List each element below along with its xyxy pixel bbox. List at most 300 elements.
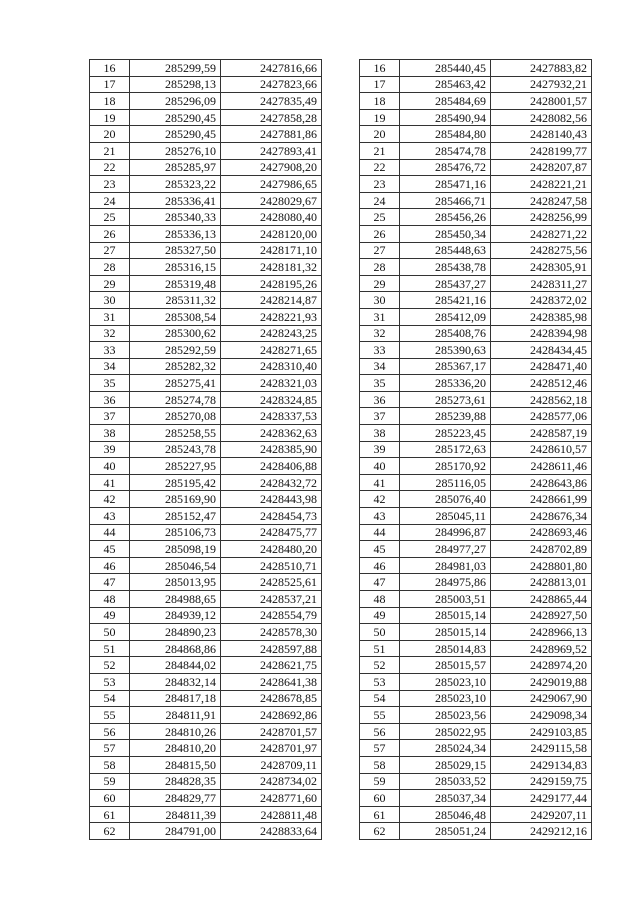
table-row [90, 375, 322, 392]
x-coordinate-cell: 285014,83 [400, 640, 491, 657]
point-number-cell: 19 [360, 109, 400, 126]
table-row [90, 176, 322, 193]
y-coordinate-cell: 2429098,34 [491, 707, 592, 724]
x-coordinate-cell: 285390,63 [400, 342, 491, 359]
table-row [360, 607, 592, 624]
y-coordinate-cell: 2428195,26 [221, 275, 322, 292]
y-coordinate-cell: 2428701,97 [221, 740, 322, 757]
table-row [90, 690, 322, 707]
point-number-cell: 30 [90, 292, 130, 309]
y-coordinate-cell: 2428801,80 [491, 557, 592, 574]
point-number-cell: 41 [360, 474, 400, 491]
point-number-cell: 20 [90, 126, 130, 143]
x-coordinate-cell: 285308,54 [130, 308, 221, 325]
point-number-cell: 58 [90, 756, 130, 773]
y-coordinate-cell: 2428734,02 [221, 773, 322, 790]
point-number-cell: 47 [360, 574, 400, 591]
x-coordinate-cell: 285471,16 [400, 176, 491, 193]
y-coordinate-cell: 2428311,27 [491, 275, 592, 292]
table-row [90, 93, 322, 110]
point-number-cell: 38 [90, 425, 130, 442]
point-number-cell: 24 [360, 192, 400, 209]
point-number-cell: 27 [360, 242, 400, 259]
point-number-cell: 17 [360, 76, 400, 93]
table-row [360, 690, 592, 707]
x-coordinate-cell: 285327,50 [130, 242, 221, 259]
x-coordinate-cell: 284815,50 [130, 756, 221, 773]
y-coordinate-cell: 2428611,46 [491, 458, 592, 475]
point-number-cell: 23 [90, 176, 130, 193]
x-coordinate-cell: 284832,14 [130, 673, 221, 690]
table-row [90, 425, 322, 442]
x-coordinate-cell: 285046,54 [130, 557, 221, 574]
point-number-cell: 52 [90, 657, 130, 674]
table-row [90, 225, 322, 242]
x-coordinate-cell: 285456,26 [400, 209, 491, 226]
point-number-cell: 44 [360, 524, 400, 541]
x-coordinate-cell: 285290,45 [130, 126, 221, 143]
y-coordinate-cell: 2429159,75 [491, 773, 592, 790]
x-coordinate-cell: 285270,08 [130, 408, 221, 425]
table-row [360, 225, 592, 242]
x-coordinate-cell: 284810,20 [130, 740, 221, 757]
table-row [360, 159, 592, 176]
point-number-cell: 56 [90, 723, 130, 740]
y-coordinate-cell: 2428597,88 [221, 640, 322, 657]
x-coordinate-cell: 285296,09 [130, 93, 221, 110]
y-coordinate-cell: 2428140,43 [491, 126, 592, 143]
table-row [90, 557, 322, 574]
table-row [360, 508, 592, 525]
point-number-cell: 43 [90, 508, 130, 525]
table-row [90, 259, 322, 276]
coordinate-table-left [89, 59, 322, 840]
table-row [90, 740, 322, 757]
y-coordinate-cell: 2428510,71 [221, 557, 322, 574]
y-coordinate-cell: 2429019,88 [491, 673, 592, 690]
x-coordinate-cell: 285003,51 [400, 591, 491, 608]
table-row [360, 823, 592, 840]
y-coordinate-cell: 2428271,22 [491, 225, 592, 242]
table-row [90, 657, 322, 674]
y-coordinate-cell: 2427908,20 [221, 159, 322, 176]
point-number-cell: 22 [360, 159, 400, 176]
point-number-cell: 16 [360, 60, 400, 77]
x-coordinate-cell: 284817,18 [130, 690, 221, 707]
table-row [360, 425, 592, 442]
table-row [90, 209, 322, 226]
y-coordinate-cell: 2428701,57 [221, 723, 322, 740]
table-row [360, 292, 592, 309]
point-number-cell: 45 [90, 541, 130, 558]
x-coordinate-cell: 285024,34 [400, 740, 491, 757]
y-coordinate-cell: 2428214,87 [221, 292, 322, 309]
y-coordinate-cell: 2428443,98 [221, 491, 322, 508]
table-row [360, 657, 592, 674]
point-number-cell: 55 [360, 707, 400, 724]
table-row [360, 126, 592, 143]
x-coordinate-cell: 285367,17 [400, 358, 491, 375]
y-coordinate-cell: 2428372,02 [491, 292, 592, 309]
x-coordinate-cell: 284829,77 [130, 790, 221, 807]
x-coordinate-cell: 284811,39 [130, 806, 221, 823]
x-coordinate-cell: 285408,76 [400, 325, 491, 342]
table-row [360, 441, 592, 458]
point-number-cell: 51 [360, 640, 400, 657]
y-coordinate-cell: 2428394,98 [491, 325, 592, 342]
table-row [90, 192, 322, 209]
y-coordinate-cell: 2429103,85 [491, 723, 592, 740]
table-row [360, 806, 592, 823]
point-number-cell: 43 [360, 508, 400, 525]
table-row [90, 591, 322, 608]
x-coordinate-cell: 285015,14 [400, 607, 491, 624]
table-row [90, 823, 322, 840]
table-row [90, 508, 322, 525]
table-row [360, 673, 592, 690]
table-row [360, 275, 592, 292]
point-number-cell: 33 [90, 342, 130, 359]
y-coordinate-cell: 2428833,64 [221, 823, 322, 840]
y-coordinate-cell: 2428577,06 [491, 408, 592, 425]
table-row [90, 391, 322, 408]
table-row [90, 806, 322, 823]
point-number-cell: 54 [360, 690, 400, 707]
x-coordinate-cell: 284977,27 [400, 541, 491, 558]
x-coordinate-cell: 285274,78 [130, 391, 221, 408]
point-number-cell: 35 [90, 375, 130, 392]
x-coordinate-cell: 285476,72 [400, 159, 491, 176]
y-coordinate-cell: 2428610,57 [491, 441, 592, 458]
y-coordinate-cell: 2428661,99 [491, 491, 592, 508]
table-row [90, 458, 322, 475]
y-coordinate-cell: 2428475,77 [221, 524, 322, 541]
point-number-cell: 56 [360, 723, 400, 740]
y-coordinate-cell: 2428432,72 [221, 474, 322, 491]
table-row [90, 60, 322, 77]
table-row [360, 308, 592, 325]
x-coordinate-cell: 284981,03 [400, 557, 491, 574]
point-number-cell: 57 [360, 740, 400, 757]
y-coordinate-cell: 2428434,45 [491, 342, 592, 359]
table-row [360, 557, 592, 574]
x-coordinate-cell: 285033,52 [400, 773, 491, 790]
table-row [90, 275, 322, 292]
table-row [360, 76, 592, 93]
point-number-cell: 60 [360, 790, 400, 807]
table-row [360, 474, 592, 491]
table-row [360, 723, 592, 740]
x-coordinate-cell: 285276,10 [130, 142, 221, 159]
table-row [90, 524, 322, 541]
y-coordinate-cell: 2428562,18 [491, 391, 592, 408]
x-coordinate-cell: 285223,45 [400, 425, 491, 442]
y-coordinate-cell: 2429134,83 [491, 756, 592, 773]
point-number-cell: 62 [360, 823, 400, 840]
table-row [360, 408, 592, 425]
x-coordinate-cell: 285170,92 [400, 458, 491, 475]
y-coordinate-cell: 2428678,85 [221, 690, 322, 707]
table-row [360, 209, 592, 226]
point-number-cell: 48 [360, 591, 400, 608]
x-coordinate-cell: 285290,45 [130, 109, 221, 126]
table-row [360, 342, 592, 359]
y-coordinate-cell: 2427883,82 [491, 60, 592, 77]
y-coordinate-cell: 2428001,57 [491, 93, 592, 110]
point-number-cell: 38 [360, 425, 400, 442]
point-number-cell: 40 [360, 458, 400, 475]
coordinate-table-right [359, 59, 592, 840]
y-coordinate-cell: 2428966,13 [491, 624, 592, 641]
y-coordinate-cell: 2428702,89 [491, 541, 592, 558]
y-coordinate-cell: 2428221,93 [221, 308, 322, 325]
x-coordinate-cell: 285285,97 [130, 159, 221, 176]
point-number-cell: 28 [90, 259, 130, 276]
x-coordinate-cell: 284975,86 [400, 574, 491, 591]
y-coordinate-cell: 2428305,91 [491, 259, 592, 276]
point-number-cell: 26 [90, 225, 130, 242]
table-row [90, 773, 322, 790]
point-number-cell: 27 [90, 242, 130, 259]
point-number-cell: 54 [90, 690, 130, 707]
table-row [360, 358, 592, 375]
x-coordinate-cell: 285484,69 [400, 93, 491, 110]
x-coordinate-cell: 285340,33 [130, 209, 221, 226]
table-row [360, 458, 592, 475]
y-coordinate-cell: 2428199,77 [491, 142, 592, 159]
point-number-cell: 28 [360, 259, 400, 276]
table-row [360, 773, 592, 790]
point-number-cell: 49 [90, 607, 130, 624]
y-coordinate-cell: 2428080,40 [221, 209, 322, 226]
x-coordinate-cell: 285037,34 [400, 790, 491, 807]
point-number-cell: 42 [90, 491, 130, 508]
point-number-cell: 42 [360, 491, 400, 508]
point-number-cell: 18 [360, 93, 400, 110]
table-row [90, 76, 322, 93]
y-coordinate-cell: 2428243,25 [221, 325, 322, 342]
y-coordinate-cell: 2428709,11 [221, 756, 322, 773]
table-row [360, 93, 592, 110]
y-coordinate-cell: 2428641,38 [221, 673, 322, 690]
point-number-cell: 23 [360, 176, 400, 193]
point-number-cell: 59 [90, 773, 130, 790]
y-coordinate-cell: 2428454,73 [221, 508, 322, 525]
point-number-cell: 62 [90, 823, 130, 840]
y-coordinate-cell: 2428643,86 [491, 474, 592, 491]
table-row [360, 375, 592, 392]
x-coordinate-cell: 284868,86 [130, 640, 221, 657]
x-coordinate-cell: 285490,94 [400, 109, 491, 126]
table-row [90, 441, 322, 458]
y-coordinate-cell: 2427932,21 [491, 76, 592, 93]
point-number-cell: 41 [90, 474, 130, 491]
point-number-cell: 29 [360, 275, 400, 292]
x-coordinate-cell: 285239,88 [400, 408, 491, 425]
x-coordinate-cell: 285292,59 [130, 342, 221, 359]
x-coordinate-cell: 285412,09 [400, 308, 491, 325]
point-number-cell: 18 [90, 93, 130, 110]
table-row [360, 491, 592, 508]
table-row [90, 640, 322, 657]
table-row [90, 474, 322, 491]
x-coordinate-cell: 285013,95 [130, 574, 221, 591]
table-row [360, 640, 592, 657]
y-coordinate-cell: 2428525,61 [221, 574, 322, 591]
y-coordinate-cell: 2428029,67 [221, 192, 322, 209]
table-row [90, 126, 322, 143]
y-coordinate-cell: 2428385,90 [221, 441, 322, 458]
point-number-cell: 53 [360, 673, 400, 690]
y-coordinate-cell: 2428271,65 [221, 342, 322, 359]
y-coordinate-cell: 2427835,49 [221, 93, 322, 110]
table-row [360, 756, 592, 773]
y-coordinate-cell: 2428865,44 [491, 591, 592, 608]
y-coordinate-cell: 2428480,20 [221, 541, 322, 558]
table-row [90, 673, 322, 690]
table-row [360, 259, 592, 276]
table-row [90, 242, 322, 259]
point-number-cell: 21 [360, 142, 400, 159]
point-number-cell: 48 [90, 591, 130, 608]
x-coordinate-cell: 285282,32 [130, 358, 221, 375]
y-coordinate-cell: 2428554,79 [221, 607, 322, 624]
point-number-cell: 32 [90, 325, 130, 342]
y-coordinate-cell: 2428811,48 [221, 806, 322, 823]
point-number-cell: 37 [90, 408, 130, 425]
x-coordinate-cell: 285311,32 [130, 292, 221, 309]
x-coordinate-cell: 285299,59 [130, 60, 221, 77]
table-row [360, 60, 592, 77]
y-coordinate-cell: 2429207,11 [491, 806, 592, 823]
x-coordinate-cell: 285076,40 [400, 491, 491, 508]
point-number-cell: 59 [360, 773, 400, 790]
point-number-cell: 25 [90, 209, 130, 226]
table-row [90, 325, 322, 342]
table-row [360, 707, 592, 724]
x-coordinate-cell: 285298,13 [130, 76, 221, 93]
y-coordinate-cell: 2429067,90 [491, 690, 592, 707]
x-coordinate-cell: 285484,80 [400, 126, 491, 143]
table-row [90, 790, 322, 807]
point-number-cell: 26 [360, 225, 400, 242]
point-number-cell: 31 [90, 308, 130, 325]
table-row [90, 624, 322, 641]
x-coordinate-cell: 285106,73 [130, 524, 221, 541]
table-row [90, 574, 322, 591]
x-coordinate-cell: 285152,47 [130, 508, 221, 525]
x-coordinate-cell: 285023,10 [400, 673, 491, 690]
x-coordinate-cell: 285273,61 [400, 391, 491, 408]
x-coordinate-cell: 285336,20 [400, 375, 491, 392]
table-row [360, 391, 592, 408]
x-coordinate-cell: 285336,13 [130, 225, 221, 242]
y-coordinate-cell: 2428969,52 [491, 640, 592, 657]
point-number-cell: 49 [360, 607, 400, 624]
point-number-cell: 34 [90, 358, 130, 375]
x-coordinate-cell: 285421,16 [400, 292, 491, 309]
x-coordinate-cell: 285243,78 [130, 441, 221, 458]
point-number-cell: 57 [90, 740, 130, 757]
y-coordinate-cell: 2429177,44 [491, 790, 592, 807]
table-row [360, 574, 592, 591]
point-number-cell: 51 [90, 640, 130, 657]
y-coordinate-cell: 2428221,21 [491, 176, 592, 193]
y-coordinate-cell: 2428207,87 [491, 159, 592, 176]
y-coordinate-cell: 2428310,40 [221, 358, 322, 375]
y-coordinate-cell: 2428171,10 [221, 242, 322, 259]
x-coordinate-cell: 285300,62 [130, 325, 221, 342]
x-coordinate-cell: 284811,91 [130, 707, 221, 724]
table-row [360, 109, 592, 126]
x-coordinate-cell: 284844,02 [130, 657, 221, 674]
x-coordinate-cell: 285015,57 [400, 657, 491, 674]
point-number-cell: 20 [360, 126, 400, 143]
x-coordinate-cell: 285015,14 [400, 624, 491, 641]
y-coordinate-cell: 2427893,41 [221, 142, 322, 159]
table-row [360, 325, 592, 342]
y-coordinate-cell: 2427823,66 [221, 76, 322, 93]
table-body-left [90, 60, 322, 840]
y-coordinate-cell: 2428771,60 [221, 790, 322, 807]
table-row [90, 607, 322, 624]
table-row [360, 142, 592, 159]
y-coordinate-cell: 2427986,65 [221, 176, 322, 193]
table-row [360, 541, 592, 558]
y-coordinate-cell: 2428337,53 [221, 408, 322, 425]
point-number-cell: 52 [360, 657, 400, 674]
y-coordinate-cell: 2428362,63 [221, 425, 322, 442]
y-coordinate-cell: 2428275,56 [491, 242, 592, 259]
y-coordinate-cell: 2428406,88 [221, 458, 322, 475]
x-coordinate-cell: 285474,78 [400, 142, 491, 159]
y-coordinate-cell: 2428256,99 [491, 209, 592, 226]
y-coordinate-cell: 2427816,66 [221, 60, 322, 77]
point-number-cell: 40 [90, 458, 130, 475]
point-number-cell: 37 [360, 408, 400, 425]
table-row [90, 756, 322, 773]
x-coordinate-cell: 285023,10 [400, 690, 491, 707]
x-coordinate-cell: 285275,41 [130, 375, 221, 392]
x-coordinate-cell: 285450,34 [400, 225, 491, 242]
table-row [360, 591, 592, 608]
point-number-cell: 44 [90, 524, 130, 541]
table-row [90, 358, 322, 375]
x-coordinate-cell: 284791,00 [130, 823, 221, 840]
x-coordinate-cell: 284890,23 [130, 624, 221, 641]
x-coordinate-cell: 284828,35 [130, 773, 221, 790]
x-coordinate-cell: 285023,56 [400, 707, 491, 724]
point-number-cell: 35 [360, 375, 400, 392]
table-row [90, 541, 322, 558]
table-row [360, 192, 592, 209]
x-coordinate-cell: 285022,95 [400, 723, 491, 740]
y-coordinate-cell: 2428974,20 [491, 657, 592, 674]
x-coordinate-cell: 285323,22 [130, 176, 221, 193]
x-coordinate-cell: 285051,24 [400, 823, 491, 840]
x-coordinate-cell: 285466,71 [400, 192, 491, 209]
y-coordinate-cell: 2428082,56 [491, 109, 592, 126]
table-row [90, 707, 322, 724]
x-coordinate-cell: 284988,65 [130, 591, 221, 608]
point-number-cell: 22 [90, 159, 130, 176]
y-coordinate-cell: 2428813,01 [491, 574, 592, 591]
y-coordinate-cell: 2428578,30 [221, 624, 322, 641]
y-coordinate-cell: 2428676,34 [491, 508, 592, 525]
point-number-cell: 50 [360, 624, 400, 641]
table-row [90, 723, 322, 740]
point-number-cell: 50 [90, 624, 130, 641]
